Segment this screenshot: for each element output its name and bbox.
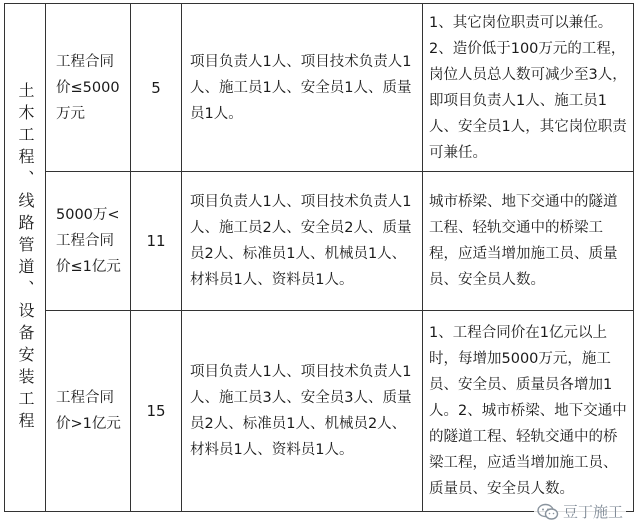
staffing-table xyxy=(4,3,634,512)
note-cell: 1、工程合同价在1亿元以上时，每增加5000万元，施工员、安全员、质量员各增加1人。2、城市桥梁、地下交通中的隧道工程、轻轨交通中的桥梁工程，应适当增加施工员、质量员、安全员人数。 xyxy=(423,311,634,512)
staff-cell: 项目负责人1人、项目技术负责人1人、施工员3人、安全员3人、质量员2人、标准员1人、机械员2人、材料员1人、资料员1人。 xyxy=(182,311,423,512)
category-label: 土木工程、线路管道、设备安装工程 xyxy=(16,81,35,434)
scope-cell: 5000万<工程合同价≤1亿元 xyxy=(46,172,131,311)
wechat-icon xyxy=(537,503,559,521)
watermark-text: 豆丁施工 xyxy=(562,503,623,521)
count-cell: 11 xyxy=(131,172,182,311)
count-cell: 5 xyxy=(131,4,182,172)
scope-cell: 工程合同价>1亿元 xyxy=(46,311,131,512)
scope-cell: 工程合同价≤5000万元 xyxy=(46,4,131,172)
note-cell: 城市桥梁、地下交通中的隧道工程、轻轨交通中的桥梁工程，应适当增加施工员、质量员、安全员人数。 xyxy=(423,172,634,311)
table-row xyxy=(5,4,634,172)
note-cell: 1、其它岗位职责可以兼任。2、造价低于100万元的工程，岗位人员总人数可减少至3人，即项目负责人1人、施工员1人、安全员1人，其它岗位职责可兼任。 xyxy=(423,4,634,172)
staff-cell: 项目负责人1人、项目技术负责人1人、施工员2人、安全员2人、质量员2人、标准员1人、机械员1人、材料员1人、资料员1人。 xyxy=(182,172,423,311)
count-cell: 15 xyxy=(131,311,182,512)
table-row xyxy=(5,172,634,311)
category-cell xyxy=(5,4,46,512)
watermark xyxy=(534,500,626,523)
table-row xyxy=(5,311,634,512)
staff-cell: 项目负责人1人、项目技术负责人1人、施工员1人、安全员1人、质量员1人。 xyxy=(182,4,423,172)
